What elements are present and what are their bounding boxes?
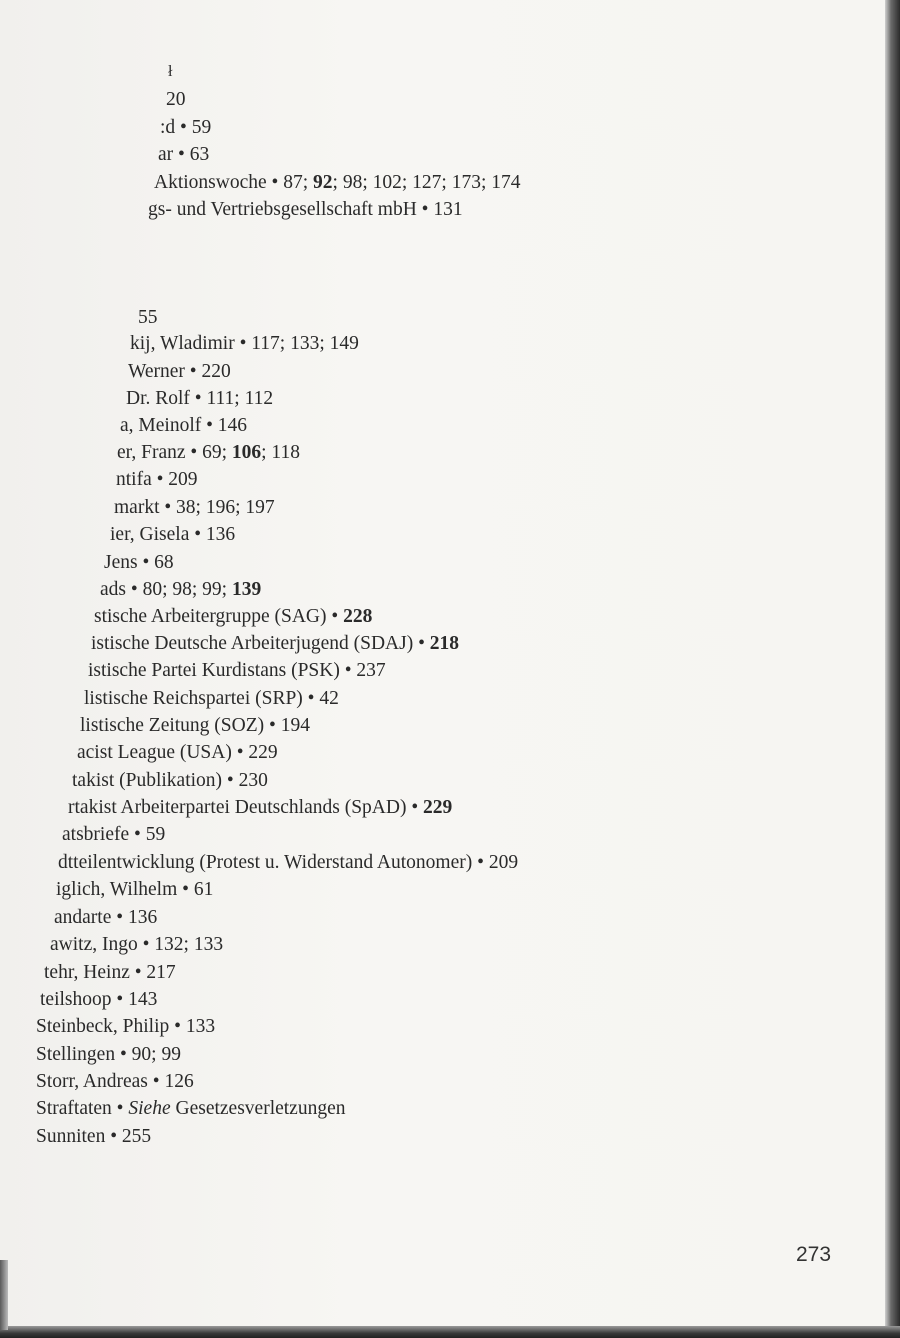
index-entry: kij, Wladimir • 117; 133; 149 xyxy=(130,333,359,354)
index-entry: Steinbeck, Philip • 133 xyxy=(36,1016,216,1037)
index-entry: ł xyxy=(168,63,173,80)
index-entry: ier, Gisela • 136 xyxy=(110,524,236,545)
page-edge-shadow xyxy=(0,1260,8,1330)
index-entry: :d • 59 xyxy=(160,117,212,138)
index-entry: tehr, Heinz • 217 xyxy=(44,962,176,983)
page-number: 273 xyxy=(796,1243,832,1266)
index-entry: Aktionswoche • 87; 92; 98; 102; 127; 173; 174 xyxy=(154,172,521,193)
page-edge-shadow xyxy=(885,0,900,1338)
index-entry: Werner • 220 xyxy=(128,361,231,382)
index-entry: ads • 80; 98; 99; 139 xyxy=(100,579,262,600)
index-entry: Dr. Rolf • 111; 112 xyxy=(126,388,274,409)
index-entry: awitz, Ingo • 132; 133 xyxy=(50,934,224,955)
index-entry: teilshoop • 143 xyxy=(40,989,158,1010)
index-entry: atsbriefe • 59 xyxy=(62,824,166,845)
index-entry: andarte • 136 xyxy=(54,907,158,928)
index-entry: stische Arbeitergruppe (SAG) • 228 xyxy=(94,606,373,627)
index-entry: acist League (USA) • 229 xyxy=(77,742,278,763)
index-entry: Straftaten • Siehe Gesetzesverletzungen xyxy=(36,1098,346,1119)
index-entry: ntifa • 209 xyxy=(116,469,198,490)
index-entry: dtteilentwicklung (Protest u. Widerstand Autonomer) • 209 xyxy=(58,852,519,873)
index-entry: 55 xyxy=(138,307,158,328)
index-entry: listische Reichspartei (SRP) • 42 xyxy=(84,688,339,709)
index-entry: er, Franz • 69; 106; 118 xyxy=(117,442,300,463)
page-edge-shadow xyxy=(0,1326,900,1338)
index-entry: listische Zeitung (SOZ) • 194 xyxy=(80,715,310,736)
index-entry: istische Deutsche Arbeiterjugend (SDAJ) • 218 xyxy=(91,633,460,654)
index-entry: takist (Publikation) • 230 xyxy=(72,770,268,791)
index-entry: a, Meinolf • 146 xyxy=(120,415,248,436)
index-entry: ar • 63 xyxy=(158,144,210,165)
index-entry: iglich, Wilhelm • 61 xyxy=(56,879,214,900)
index-entry: 20 xyxy=(166,89,186,110)
index-entry: Sunniten • 255 xyxy=(36,1126,152,1147)
index-entry: Stellingen • 90; 99 xyxy=(36,1044,181,1065)
index-entry: Jens • 68 xyxy=(104,552,174,573)
index-entry: gs- und Vertriebsgesellschaft mbH • 131 xyxy=(148,199,463,220)
index-entry: rtakist Arbeiterpartei Deutschlands (SpAD) • 229 xyxy=(68,797,453,818)
index-entry: Storr, Andreas • 126 xyxy=(36,1071,194,1092)
index-entry: markt • 38; 196; 197 xyxy=(114,497,275,518)
index-entry: istische Partei Kurdistans (PSK) • 237 xyxy=(88,660,386,681)
